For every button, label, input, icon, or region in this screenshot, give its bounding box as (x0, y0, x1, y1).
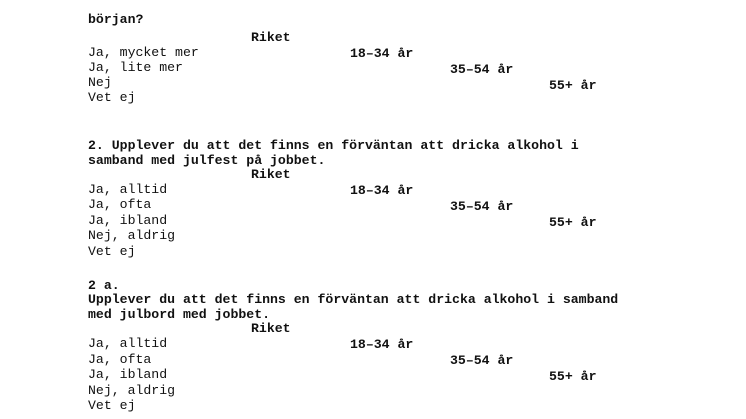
col-header-55plus: 55+ år (549, 78, 597, 93)
q2a-number-text: 2 a. (88, 278, 120, 293)
row-label: Ja, alltid (88, 336, 168, 351)
col-header-riket: Riket (251, 30, 291, 45)
row-label: Vet ej (88, 398, 136, 413)
table-row (0, 166, 168, 197)
row-label: Ja, mycket mer (88, 45, 199, 60)
col-header-riket: Riket (251, 321, 291, 336)
col-header-18-34: 18–34 år (350, 46, 414, 61)
col-header-35-54: 35–54 år (450, 199, 514, 214)
row-label: Vet ej (88, 244, 136, 259)
q2-title-line1 (0, 122, 579, 153)
col-header-18-34: 18–34 år (350, 337, 414, 352)
row-label: Nej, aldrig (88, 383, 176, 398)
row-label: Nej (88, 75, 112, 90)
row-label: Ja, ofta (88, 352, 152, 367)
col-header-55plus: 55+ år (549, 215, 597, 230)
q2-title-text-2: samband med julfest på jobbet. (88, 153, 326, 168)
q2a-title-text-2: med julbord med jobbet. (88, 307, 271, 322)
table-row (0, 59, 112, 90)
q2a-title-text-1: Upplever du att det finns en förväntan att dricka alkohol i samband (88, 292, 619, 307)
q1-title-tail (0, 0, 144, 27)
col-header-18-34: 18–34 år (350, 183, 414, 198)
col-header-35-54: 35–54 år (450, 353, 514, 368)
col-header-35-54: 35–54 år (450, 62, 514, 77)
row-label: Vet ej (88, 90, 136, 105)
row-label: Ja, lite mer (88, 60, 183, 75)
q2-title-text-1: 2. Upplever du att det finns en förväntan att dricka alkohol i (88, 138, 579, 153)
q1-title-text: början? (88, 12, 144, 27)
table-row (0, 320, 168, 351)
row-label: Ja, ofta (88, 197, 152, 212)
row-label: Ja, alltid (88, 182, 168, 197)
table-row (0, 29, 199, 60)
row-label: Nej, aldrig (88, 228, 176, 243)
row-label: Ja, ibland (88, 213, 168, 228)
col-header-riket: Riket (251, 167, 291, 182)
col-header-55plus: 55+ år (549, 369, 597, 384)
row-label: Ja, ibland (88, 367, 168, 382)
